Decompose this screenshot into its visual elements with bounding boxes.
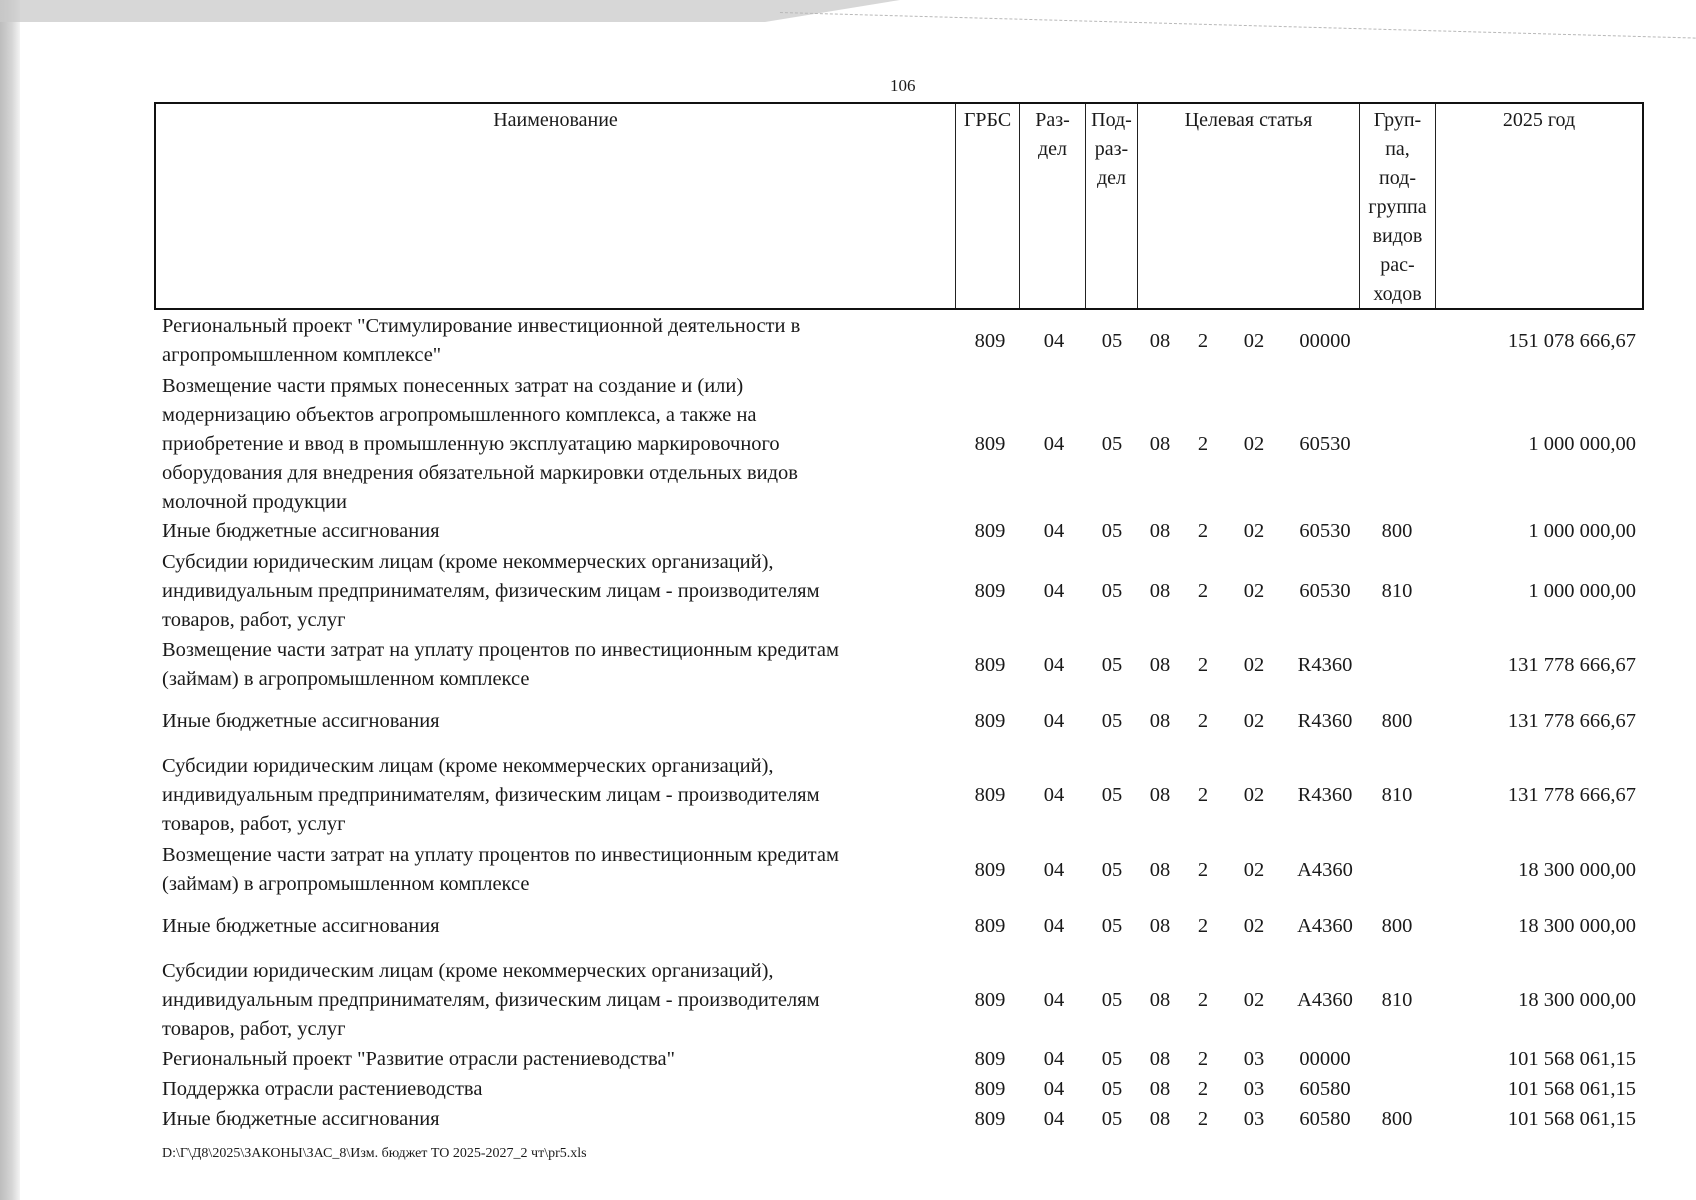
- row-name-line: Субсидии юридическим лицам (кроме некоммерческих организаций),: [162, 551, 774, 573]
- grbs-cell: 809: [974, 1078, 1006, 1100]
- target-article-part: 02: [1243, 329, 1265, 352]
- razdel-cell: 04: [1043, 520, 1065, 542]
- page-number: 106: [890, 76, 916, 95]
- header-name: [156, 104, 956, 308]
- target-article-part: 08: [1149, 653, 1171, 676]
- amount-cell: 101 568 061,15: [1507, 1048, 1636, 1070]
- amount-cell: 101 568 061,15: [1507, 1108, 1636, 1130]
- grbs-cell: 809: [974, 433, 1006, 455]
- row-name-line: Поддержка отрасли растениеводства: [162, 1078, 483, 1100]
- header-celevaya: [1138, 104, 1360, 308]
- target-article-part: 2: [1197, 580, 1209, 602]
- grbs-cell: 809: [974, 329, 1006, 352]
- target-article-part: 03: [1243, 1078, 1265, 1100]
- target-article-code: R4360: [1297, 784, 1353, 806]
- target-article-code: 60580: [1299, 1078, 1351, 1100]
- row-name: [162, 548, 952, 635]
- expense-group-cell: 800: [1381, 710, 1413, 732]
- target-article-part: 2: [1197, 858, 1209, 881]
- row-name: [162, 707, 952, 736]
- target-article-code: 00000: [1299, 329, 1351, 352]
- target-article-code: 60530: [1299, 433, 1351, 455]
- target-article-part: 2: [1197, 1108, 1209, 1130]
- podrazdel-cell: 05: [1101, 915, 1123, 937]
- target-article-part: 2: [1197, 989, 1209, 1011]
- grbs-cell: 809: [974, 580, 1006, 602]
- grbs-cell: 809: [974, 520, 1006, 542]
- header-vid-line: ходов: [1373, 283, 1422, 305]
- row-name-line: (займам) в агропромышленном комплексе: [162, 873, 530, 895]
- row-name-line: Иные бюджетные ассигнования: [162, 710, 440, 732]
- amount-cell: 101 568 061,15: [1507, 1078, 1636, 1100]
- amount-cell: 131 778 666,67: [1507, 710, 1636, 732]
- header-vid-line: под-: [1379, 167, 1416, 189]
- razdel-cell: 04: [1043, 1108, 1065, 1130]
- row-name-line: товаров, работ, услуг: [162, 1018, 346, 1040]
- row-name-line: (займам) в агропромышленном комплексе: [162, 668, 530, 690]
- razdel-cell: 04: [1043, 329, 1065, 352]
- amount-cell: 18 300 000,00: [1518, 858, 1636, 881]
- target-article-part: 08: [1149, 433, 1171, 455]
- row-name: [162, 912, 952, 941]
- grbs-cell: 809: [974, 710, 1006, 732]
- header-vid-line: группа: [1368, 196, 1427, 218]
- file-path-footer: D:\Г\Д8\2025\ЗАКОНЫ\ЗАС_8\Изм. бюджет ТО 2025-2027_2 чт\pr5.xls: [162, 1146, 587, 1161]
- row-name: [162, 1045, 952, 1074]
- row-name: [162, 752, 952, 839]
- razdel-cell: 04: [1043, 580, 1065, 602]
- row-name: [162, 636, 952, 694]
- target-article-part: 2: [1197, 653, 1209, 676]
- row-name-line: Возмещение части затрат на уплату процентов по инвестиционным кредитам: [162, 639, 839, 661]
- target-article-part: 08: [1149, 915, 1171, 937]
- header-razdel-line: Раз-: [1035, 109, 1070, 131]
- target-article-part: 08: [1149, 329, 1171, 352]
- podrazdel-cell: 05: [1101, 1108, 1123, 1130]
- podrazdel-cell: 05: [1101, 653, 1123, 676]
- amount-cell: 18 300 000,00: [1518, 989, 1636, 1011]
- amount-cell: 1 000 000,00: [1528, 433, 1636, 455]
- row-name-line: Возмещение части прямых понесенных затрат на создание и (или): [162, 375, 744, 397]
- row-name-line: индивидуальным предпринимателям, физическим лицам - производителям: [162, 784, 820, 806]
- amount-cell: 1 000 000,00: [1528, 520, 1636, 542]
- expense-group-cell: 810: [1381, 989, 1413, 1011]
- razdel-cell: 04: [1043, 1078, 1065, 1100]
- header-year: [1436, 104, 1642, 308]
- header-razdel-line: дел: [1037, 138, 1068, 160]
- razdel-cell: 04: [1043, 433, 1065, 455]
- row-name-line: приобретение и ввод в промышленную эксплуатацию маркировочного: [162, 433, 780, 455]
- header-celevaya-label: Целевая статья: [1184, 109, 1313, 131]
- row-name: [162, 1105, 952, 1134]
- target-article-part: 03: [1243, 1108, 1265, 1130]
- header-grbs-label: ГРБС: [963, 109, 1012, 131]
- target-article-code: A4360: [1297, 858, 1353, 881]
- podrazdel-cell: 05: [1101, 710, 1123, 732]
- target-article-part: 08: [1149, 1048, 1171, 1070]
- target-article-part: 2: [1197, 710, 1209, 732]
- target-article-part: 2: [1197, 1048, 1209, 1070]
- podrazdel-cell: 05: [1101, 433, 1123, 455]
- header-vid-line: па,: [1385, 138, 1410, 160]
- target-article-part: 02: [1243, 433, 1265, 455]
- header-vid-line: Груп-: [1373, 109, 1422, 131]
- row-name-line: товаров, работ, услуг: [162, 813, 346, 835]
- grbs-cell: 809: [974, 653, 1006, 676]
- row-name: [162, 372, 952, 517]
- scan-top-shadow: [0, 0, 900, 22]
- razdel-cell: 04: [1043, 784, 1065, 806]
- header-name-label: Наименование: [493, 109, 618, 131]
- row-name-line: молочной продукции: [162, 491, 347, 513]
- target-article-part: 2: [1197, 329, 1209, 352]
- target-article-code: A4360: [1297, 915, 1353, 937]
- target-article-part: 02: [1243, 784, 1265, 806]
- row-name-line: оборудования для внедрения обязательной маркировки отдельных видов: [162, 462, 798, 484]
- header-podrazdel-line: дел: [1096, 167, 1127, 189]
- expense-group-cell: 800: [1381, 915, 1413, 937]
- podrazdel-cell: 05: [1101, 989, 1123, 1011]
- row-name: [162, 1075, 952, 1104]
- target-article-part: 02: [1243, 915, 1265, 937]
- header-vid-line: рас-: [1380, 254, 1415, 276]
- target-article-code: R4360: [1297, 653, 1353, 676]
- target-article-part: 02: [1243, 653, 1265, 676]
- amount-cell: 18 300 000,00: [1518, 915, 1636, 937]
- podrazdel-cell: 05: [1101, 520, 1123, 542]
- amount-cell: 1 000 000,00: [1528, 580, 1636, 602]
- target-article-part: 08: [1149, 710, 1171, 732]
- razdel-cell: 04: [1043, 915, 1065, 937]
- target-article-code: A4360: [1297, 989, 1353, 1011]
- target-article-part: 2: [1197, 784, 1209, 806]
- row-name-line: агропромышленном комплексе": [162, 344, 442, 366]
- grbs-cell: 809: [974, 1048, 1006, 1070]
- target-article-code: R4360: [1297, 710, 1353, 732]
- target-article-part: 08: [1149, 1078, 1171, 1100]
- header-year-label: 2025 год: [1502, 109, 1576, 131]
- row-name-line: Субсидии юридическим лицам (кроме некоммерческих организаций),: [162, 755, 774, 777]
- row-name-line: Иные бюджетные ассигнования: [162, 915, 440, 937]
- row-name: [162, 312, 952, 370]
- razdel-cell: 04: [1043, 1048, 1065, 1070]
- grbs-cell: 809: [974, 915, 1006, 937]
- header-grbs: [956, 104, 1020, 308]
- expense-group-cell: 800: [1381, 520, 1413, 542]
- target-article-part: 08: [1149, 989, 1171, 1011]
- row-name-line: Иные бюджетные ассигнования: [162, 1108, 440, 1130]
- razdel-cell: 04: [1043, 858, 1065, 881]
- row-name-line: товаров, работ, услуг: [162, 609, 346, 631]
- podrazdel-cell: 05: [1101, 1078, 1123, 1100]
- header-podrazdel-line: Под-: [1091, 109, 1132, 131]
- row-name-line: Региональный проект "Развитие отрасли растениеводства": [162, 1048, 675, 1070]
- target-article-part: 08: [1149, 858, 1171, 881]
- table-header: [154, 102, 1644, 310]
- expense-group-cell: 800: [1381, 1108, 1413, 1130]
- razdel-cell: 04: [1043, 653, 1065, 676]
- target-article-part: 2: [1197, 433, 1209, 455]
- razdel-cell: 04: [1043, 710, 1065, 732]
- target-article-part: 08: [1149, 580, 1171, 602]
- podrazdel-cell: 05: [1101, 784, 1123, 806]
- target-article-part: 08: [1149, 784, 1171, 806]
- target-article-part: 2: [1197, 915, 1209, 937]
- target-article-part: 03: [1243, 1048, 1265, 1070]
- row-name-line: индивидуальным предпринимателям, физическим лицам - производителям: [162, 989, 820, 1011]
- target-article-code: 60530: [1299, 580, 1351, 602]
- amount-cell: 131 778 666,67: [1507, 784, 1636, 806]
- row-name: [162, 517, 952, 546]
- grbs-cell: 809: [974, 784, 1006, 806]
- podrazdel-cell: 05: [1101, 858, 1123, 881]
- row-name-line: Возмещение части затрат на уплату процентов по инвестиционным кредитам: [162, 844, 839, 866]
- grbs-cell: 809: [974, 989, 1006, 1011]
- header-podrazdel: [1086, 104, 1138, 308]
- target-article-part: 08: [1149, 520, 1171, 542]
- row-name: [162, 841, 952, 899]
- target-article-code: 60530: [1299, 520, 1351, 542]
- razdel-cell: 04: [1043, 989, 1065, 1011]
- header-razdel: [1020, 104, 1086, 308]
- header-vid-line: видов: [1372, 225, 1423, 247]
- podrazdel-cell: 05: [1101, 329, 1123, 352]
- row-name-line: модернизацию объектов агропромышленного комплекса, а также на: [162, 404, 757, 426]
- grbs-cell: 809: [974, 1108, 1006, 1130]
- amount-cell: 151 078 666,67: [1507, 329, 1636, 352]
- row-name-line: индивидуальным предпринимателям, физическим лицам - производителям: [162, 580, 820, 602]
- row-name-line: Субсидии юридическим лицам (кроме некоммерческих организаций),: [162, 960, 774, 982]
- header-podrazdel-line: раз-: [1094, 138, 1129, 160]
- expense-group-cell: 810: [1381, 784, 1413, 806]
- scan-top-line: [780, 12, 1696, 39]
- target-article-part: 02: [1243, 710, 1265, 732]
- row-name: [162, 957, 952, 1044]
- target-article-code: 60580: [1299, 1108, 1351, 1130]
- row-name-line: Региональный проект "Стимулирование инвестиционной деятельности в: [162, 315, 801, 337]
- target-article-part: 02: [1243, 580, 1265, 602]
- podrazdel-cell: 05: [1101, 580, 1123, 602]
- target-article-part: 2: [1197, 1078, 1209, 1100]
- target-article-part: 2: [1197, 520, 1209, 542]
- scan-edge-shadow: [0, 0, 20, 1200]
- podrazdel-cell: 05: [1101, 1048, 1123, 1070]
- target-article-part: 08: [1149, 1108, 1171, 1130]
- target-article-part: 02: [1243, 520, 1265, 542]
- target-article-part: 02: [1243, 858, 1265, 881]
- row-name-line: Иные бюджетные ассигнования: [162, 520, 440, 542]
- target-article-code: 00000: [1299, 1048, 1351, 1070]
- grbs-cell: 809: [974, 858, 1006, 881]
- header-vid: [1360, 104, 1436, 308]
- expense-group-cell: 810: [1381, 580, 1413, 602]
- target-article-part: 02: [1243, 989, 1265, 1011]
- amount-cell: 131 778 666,67: [1507, 653, 1636, 676]
